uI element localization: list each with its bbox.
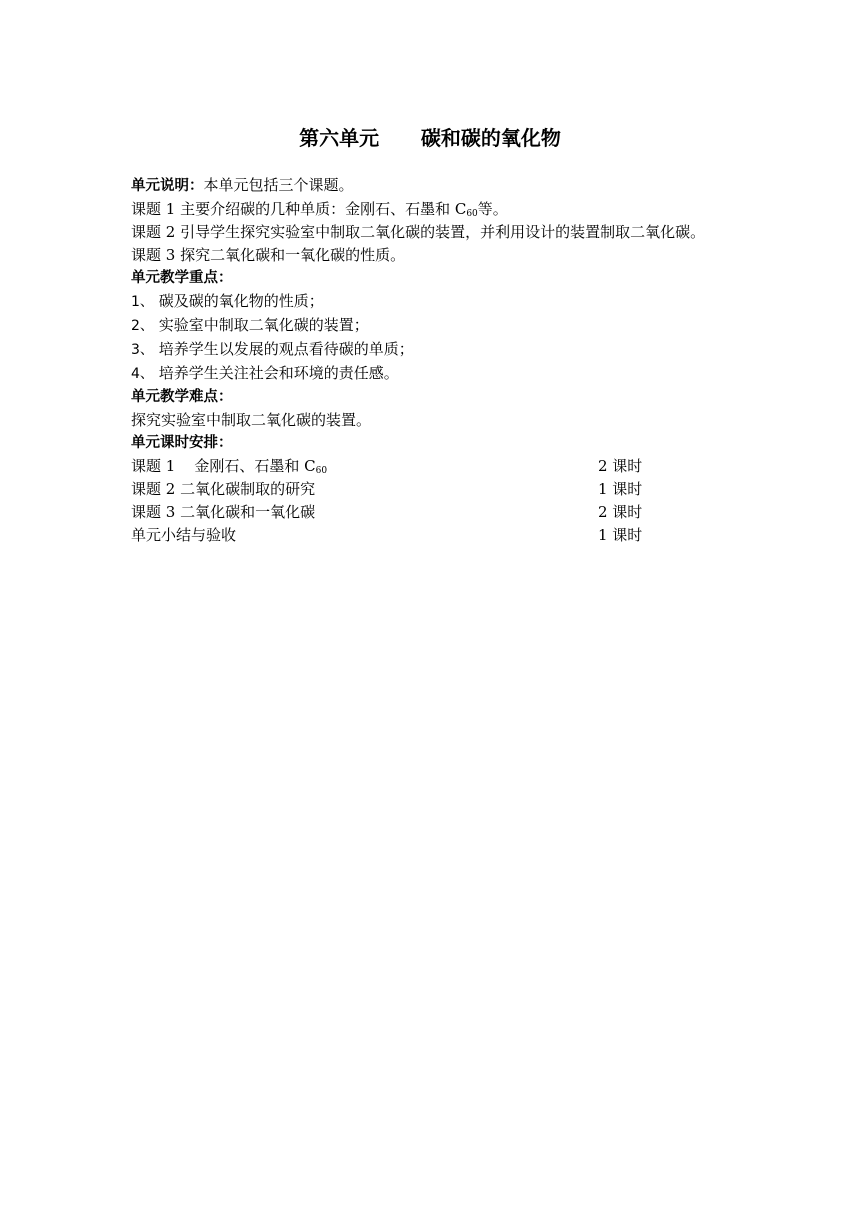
schedule-topic: 单元小结与验收 <box>131 526 237 544</box>
schedule-row <box>131 524 731 547</box>
topic-3-description: 课题 3 探究二氧化碳和一氧化碳的性质。 <box>131 246 406 264</box>
list-number: 3、 <box>131 342 154 358</box>
list-text: 碳及碳的氧化物的性质； <box>158 292 324 310</box>
schedule-topic-subscript: 60 <box>315 466 328 476</box>
unit-description-label: 单元说明： <box>131 178 204 194</box>
schedule-topic: 课题 2 二氧化碳制取的研究 <box>131 480 316 498</box>
unit-description <box>131 174 731 198</box>
topic-1-description <box>131 198 731 221</box>
schedule-hours: 1 课时 <box>598 526 643 544</box>
topic-2-description: 课题 2 引导学生探究实验室中制取二氧化碳的装置，并利用设计的装置制取二氧化碳。 <box>131 223 706 241</box>
page-title: 第六单元 碳和碳的氧化物 <box>299 126 561 150</box>
schedule-row <box>131 455 731 478</box>
schedule-hours: 1 课时 <box>598 480 643 498</box>
schedule-hours: 2 课时 <box>598 503 643 521</box>
schedule-row <box>131 478 731 501</box>
key-points-heading: 单元教学重点： <box>131 270 233 286</box>
document-body <box>131 174 731 547</box>
key-point-item <box>131 290 731 314</box>
key-point-item <box>131 362 731 386</box>
difficulties-heading: 单元教学难点： <box>131 389 233 405</box>
list-text: 培养学生以发展的观点看待碳的单质； <box>158 340 414 358</box>
unit-description-text: 本单元包括三个课题。 <box>203 176 354 194</box>
schedule-row <box>131 501 731 524</box>
difficulties-text: 探究实验室中制取二氧化碳的装置。 <box>131 411 372 429</box>
list-number: 4、 <box>131 366 154 382</box>
key-point-item <box>131 314 731 338</box>
list-text: 培养学生关注社会和环境的责任感。 <box>158 364 399 382</box>
topic-1-suffix: 等。 <box>477 200 508 218</box>
schedule-topic-text: 课题 1 金刚石、石墨和 C <box>131 457 316 475</box>
schedule-topic <box>131 455 327 478</box>
key-point-item <box>131 338 731 362</box>
schedule-topic: 课题 3 二氧化碳和一氧化碳 <box>131 503 316 521</box>
schedule-heading: 单元课时安排： <box>131 435 233 451</box>
list-number: 2、 <box>131 318 154 334</box>
list-text: 实验室中制取二氧化碳的装置； <box>158 316 369 334</box>
topic-1-text: 课题 1 主要介绍碳的几种单质：金刚石、石墨和 C <box>131 200 467 218</box>
schedule-hours: 2 课时 <box>598 457 643 475</box>
list-number: 1、 <box>131 294 154 310</box>
topic-1-subscript: 60 <box>466 209 478 219</box>
